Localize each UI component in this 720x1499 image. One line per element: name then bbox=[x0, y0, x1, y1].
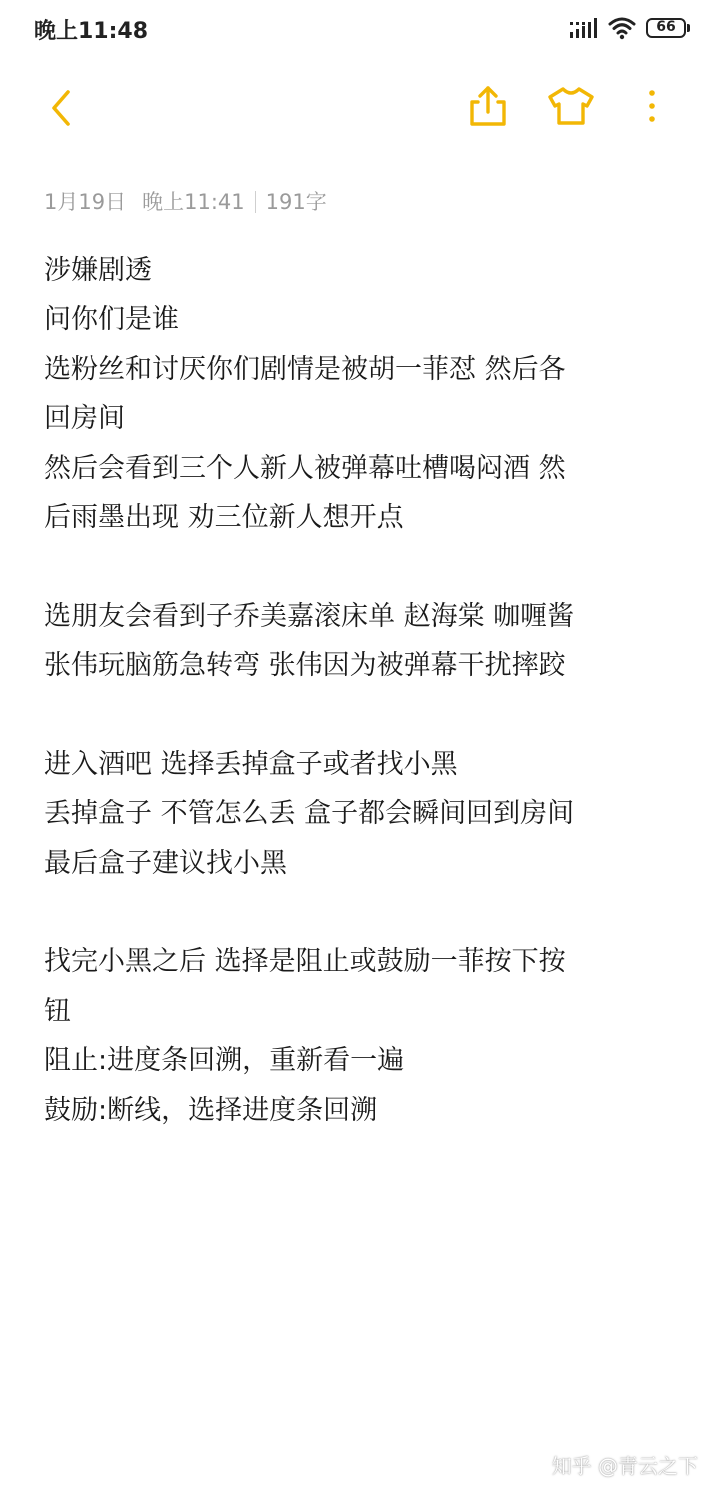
note-body[interactable] bbox=[44, 246, 654, 1135]
theme-shirt-icon[interactable] bbox=[546, 84, 596, 128]
note-line: 然后会看到三个人新人被弹幕吐槽喝闷酒 然 bbox=[44, 452, 566, 484]
note-line: 回房间 bbox=[44, 403, 125, 435]
meta-divider bbox=[255, 191, 256, 213]
note-line: 选粉丝和讨厌你们剧情是被胡一菲怼 然后各 bbox=[44, 353, 566, 385]
share-icon[interactable] bbox=[466, 84, 510, 128]
note-line bbox=[44, 691, 654, 740]
status-time: 晚上11:48 bbox=[34, 19, 149, 44]
note-line bbox=[44, 888, 654, 937]
watermark: 知乎 @青云之下 bbox=[551, 1454, 698, 1478]
note-line: 问你们是谁 bbox=[44, 304, 179, 336]
note-line: 进入酒吧 选择丢掉盒子或者找小黑 bbox=[44, 748, 458, 780]
note-meta bbox=[44, 186, 327, 216]
note-line: 阻止:进度条回溯，重新看一遍 bbox=[44, 1045, 405, 1077]
note-line: 张伟玩脑筋急转弯 张伟因为被弹幕干扰摔跤 bbox=[44, 650, 566, 682]
wifi-icon bbox=[608, 16, 636, 40]
note-line: 钮 bbox=[44, 995, 71, 1027]
battery-icon: 66 bbox=[646, 18, 686, 38]
signal-icon bbox=[570, 18, 600, 40]
note-line: 鼓励:断线，选择进度条回溯 bbox=[44, 1094, 378, 1126]
status-bar bbox=[0, 0, 720, 60]
note-line bbox=[44, 542, 654, 591]
note-line: 最后盒子建议找小黑 bbox=[44, 847, 287, 879]
back-icon[interactable] bbox=[40, 86, 84, 130]
note-line: 选朋友会看到子乔美嘉滚床单 赵海棠 咖喱酱 bbox=[44, 600, 575, 632]
toolbar bbox=[0, 70, 720, 146]
status-icons bbox=[570, 16, 694, 44]
note-line: 丢掉盒子 不管怎么丢 盒子都会瞬间回到房间 bbox=[44, 798, 575, 830]
note-line: 后雨墨出现 劝三位新人想开点 bbox=[44, 501, 404, 533]
note-line: 涉嫌剧透 bbox=[44, 255, 152, 286]
note-line: 找完小黑之后 选择是阻止或鼓励一菲按下按 bbox=[44, 946, 566, 978]
more-vertical-icon[interactable] bbox=[636, 84, 668, 128]
note-word-count: 191字 bbox=[265, 190, 327, 214]
note-date: 1月19日 bbox=[44, 190, 127, 214]
note-time: 晚上11:41 bbox=[142, 190, 245, 214]
